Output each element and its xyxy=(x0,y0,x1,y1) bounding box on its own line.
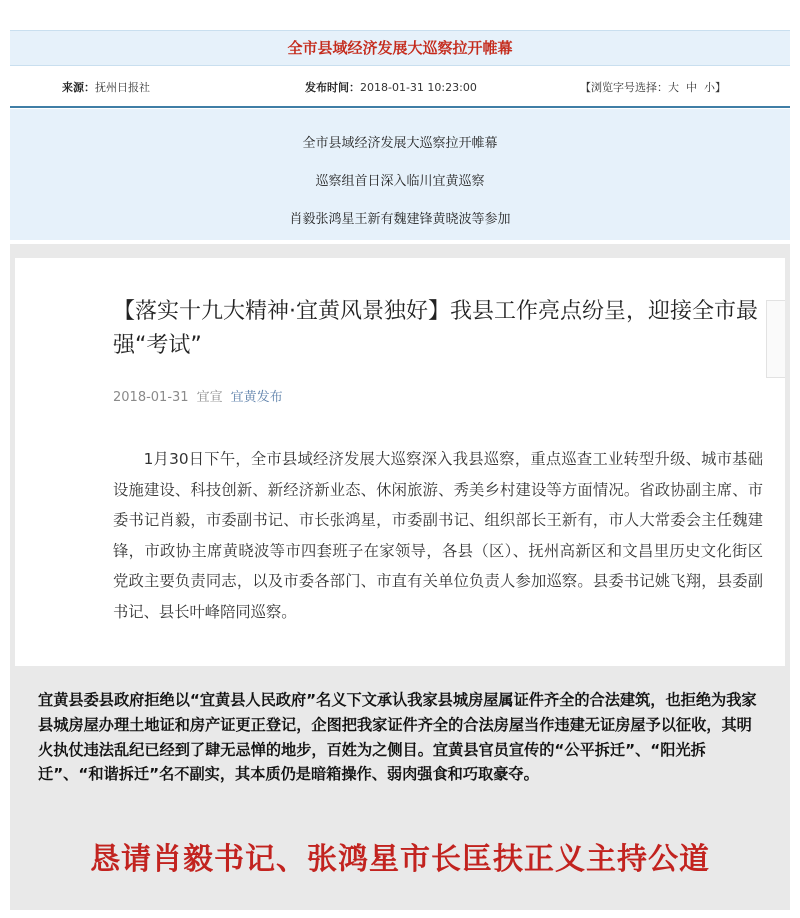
summary-line: 巡察组首日深入临川宜黄巡察 xyxy=(315,174,485,189)
article-meta-bar xyxy=(10,66,790,108)
article-body: 1月30日下午，全市县域经济发展大巡察深入我县巡察，重点巡查工业转型升级、城市基础设施建设、科技创新、新经济新业态、休闲旅游、秀美乡村建设等方面情况。省政协副主席、市委书记肖毅，市委副书记、市长张鸿星，市委副书记、组织部长王新有，市人大常委会主任魏建锋，市政协主席黄晓波等市四套班子在家领导，各县（区）、抚州高新区和文昌里历史文化街区党政主要负责同志，以及市委各部门、市直有关单位负责人参加巡察。县委书记姚飞翔，县委副书记、县长叶峰陪同巡察。 xyxy=(113,450,763,621)
article-source: 宜宣 xyxy=(196,390,223,405)
page-title: 全市县域经济发展大巡察拉开帷幕 xyxy=(10,30,790,66)
publish-value: 2018-01-31 10:23:00 xyxy=(360,81,477,94)
source-label: 来源： xyxy=(62,81,95,94)
font-size-large[interactable]: 大 xyxy=(668,81,679,94)
appeal-heading: 恳请肖毅书记、张鸿星市长匡扶正义主持公道 xyxy=(90,842,710,877)
source-value: 抚州日报社 xyxy=(95,81,150,94)
publish-info xyxy=(305,79,477,95)
article-date: 2018-01-31 xyxy=(113,390,189,405)
font-size-medium[interactable]: 中 xyxy=(686,81,697,94)
summary-line: 全市县域经济发展大巡察拉开帷幕 xyxy=(302,136,498,151)
summary-box xyxy=(10,109,790,240)
complaint-text: 宜黄县委县政府拒绝以“宜黄县人民政府”名义下文承认我家县城房屋属证件齐全的合法建筑，也拒绝为我家县城房屋办理土地证和房产证更正登记，企图把我家证件齐全的合法房屋当作违建无证房屋予以征收，其明火执仗违法乱纪已经到了肆无忌惮的地步，百姓为之侧目。宜黄县官员宣传的“公平拆迁”、“阳光拆迁”、“和谐拆迁”名不副实，其本质仍是暗箱操作、弱肉强食和巧取豪夺。 xyxy=(38,691,757,784)
article-title: 【落实十九大精神·宜黄风景独好】我县工作亮点纷呈，迎接全市最强“考试” xyxy=(113,299,758,358)
source-info xyxy=(62,79,150,95)
side-scroll-handle[interactable] xyxy=(766,300,785,378)
news-page-header xyxy=(10,10,790,240)
publish-label: 发布时间： xyxy=(305,81,360,94)
article-meta xyxy=(113,386,283,405)
font-size-label: 【浏览字号选择： xyxy=(580,81,668,94)
account-link[interactable]: 宜黄发布 xyxy=(230,390,283,405)
font-size-bracket: 】 xyxy=(715,81,726,94)
font-size-selector xyxy=(580,79,726,95)
summary-line: 肖毅张鸿星王新有魏建锋黄晓波等参加 xyxy=(289,212,511,227)
article-card xyxy=(15,258,785,666)
font-size-small[interactable]: 小 xyxy=(704,81,715,94)
